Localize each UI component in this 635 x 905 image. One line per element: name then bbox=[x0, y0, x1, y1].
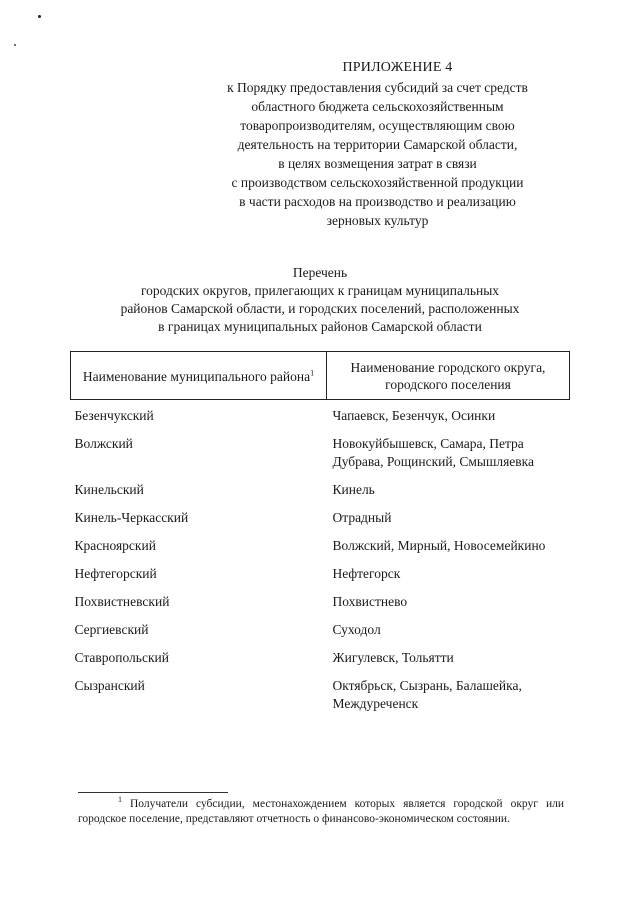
list-title-line: городских округов, прилегающих к границам муниципальных bbox=[140, 283, 500, 298]
district-cell: Безенчукский bbox=[74, 408, 154, 423]
appendix-line: товаропроизводителям, осуществляющим свою bbox=[240, 118, 515, 133]
settlements-cell: Нефтегорск bbox=[332, 566, 401, 581]
appendix-line: деятельность на территории Самарской области, bbox=[237, 137, 518, 152]
table-row bbox=[71, 677, 570, 723]
district-cell: Нефтегорский bbox=[74, 566, 157, 581]
footnote-ref: 1 bbox=[310, 368, 315, 377]
settlements-cell: Октябрьск, Сызрань, Балашейка, Междуреченск bbox=[332, 678, 522, 711]
table-row bbox=[71, 400, 570, 436]
settlements-cell: Чапаевск, Безенчук, Осинки bbox=[332, 408, 496, 423]
district-cell: Кинельский bbox=[74, 482, 144, 497]
appendix-line: областного бюджета сельскохозяйственным bbox=[251, 99, 504, 114]
table-row bbox=[71, 537, 570, 565]
settlements-cell: Отрадный bbox=[332, 510, 392, 525]
table-row bbox=[71, 509, 570, 537]
table-row bbox=[71, 565, 570, 593]
table-row bbox=[71, 649, 570, 677]
appendix-line: зерновых культур bbox=[326, 213, 429, 228]
appendix-heading: ПРИЛОЖЕНИЕ 4 bbox=[342, 60, 453, 75]
district-cell: Кинель-Черкасский bbox=[74, 510, 189, 525]
district-cell: Волжский bbox=[74, 436, 133, 451]
header-district bbox=[71, 352, 327, 400]
settlements-cell: Кинель bbox=[332, 482, 375, 497]
footnote-text: Получатели субсидии, местонахождением которых является городской округ или городское поселение, представляют отчетность о финансово-экономическом состоянии. bbox=[78, 798, 565, 825]
settlements-cell: Жигулевск, Тольятти bbox=[332, 650, 454, 665]
list-title-line: в границах муниципальных районов Самарской области bbox=[158, 319, 482, 334]
district-cell: Сызранский bbox=[74, 678, 145, 693]
footnote-mark: 1 bbox=[118, 795, 122, 805]
district-cell: Сергиевский bbox=[74, 622, 149, 637]
appendix-line: с производством сельскохозяйственной продукции bbox=[231, 175, 524, 190]
footnote bbox=[78, 797, 564, 827]
districts-table bbox=[70, 351, 570, 723]
header-district-text: Наименование муниципального района bbox=[82, 368, 311, 384]
list-title bbox=[60, 264, 580, 336]
table-row bbox=[71, 621, 570, 649]
settlements-cell: Волжский, Мирный, Новосемейкино bbox=[332, 538, 546, 553]
header-settlement: Наименование городского округа, городского поселения bbox=[327, 352, 570, 400]
district-cell: Похвистневский bbox=[74, 594, 170, 609]
settlements-cell: Суходол bbox=[332, 622, 381, 637]
list-title-line: районов Самарской области, и городских поселений, расположенных bbox=[120, 301, 520, 316]
settlements-cell: Новокуйбышевск, Самара, Петра Дубрава, Рощинский, Смышляевка bbox=[332, 436, 535, 469]
scan-speck bbox=[38, 15, 41, 18]
appendix-line: в целях возмещения затрат в связи bbox=[278, 156, 477, 171]
settlements-cell: Похвистнево bbox=[332, 594, 408, 609]
table-row bbox=[71, 481, 570, 509]
table-row bbox=[71, 593, 570, 621]
table-header-row bbox=[71, 352, 570, 400]
scan-speck bbox=[14, 44, 16, 46]
footnote-separator bbox=[78, 792, 228, 793]
district-cell: Красноярский bbox=[74, 538, 156, 553]
appendix-line: в части расходов на производство и реализацию bbox=[239, 194, 516, 209]
appendix-block bbox=[180, 58, 575, 230]
table-row bbox=[71, 435, 570, 481]
list-heading: Перечень bbox=[292, 265, 348, 280]
district-cell: Ставропольский bbox=[74, 650, 169, 665]
appendix-line: к Порядку предоставления субсидий за счет средств bbox=[227, 80, 528, 95]
